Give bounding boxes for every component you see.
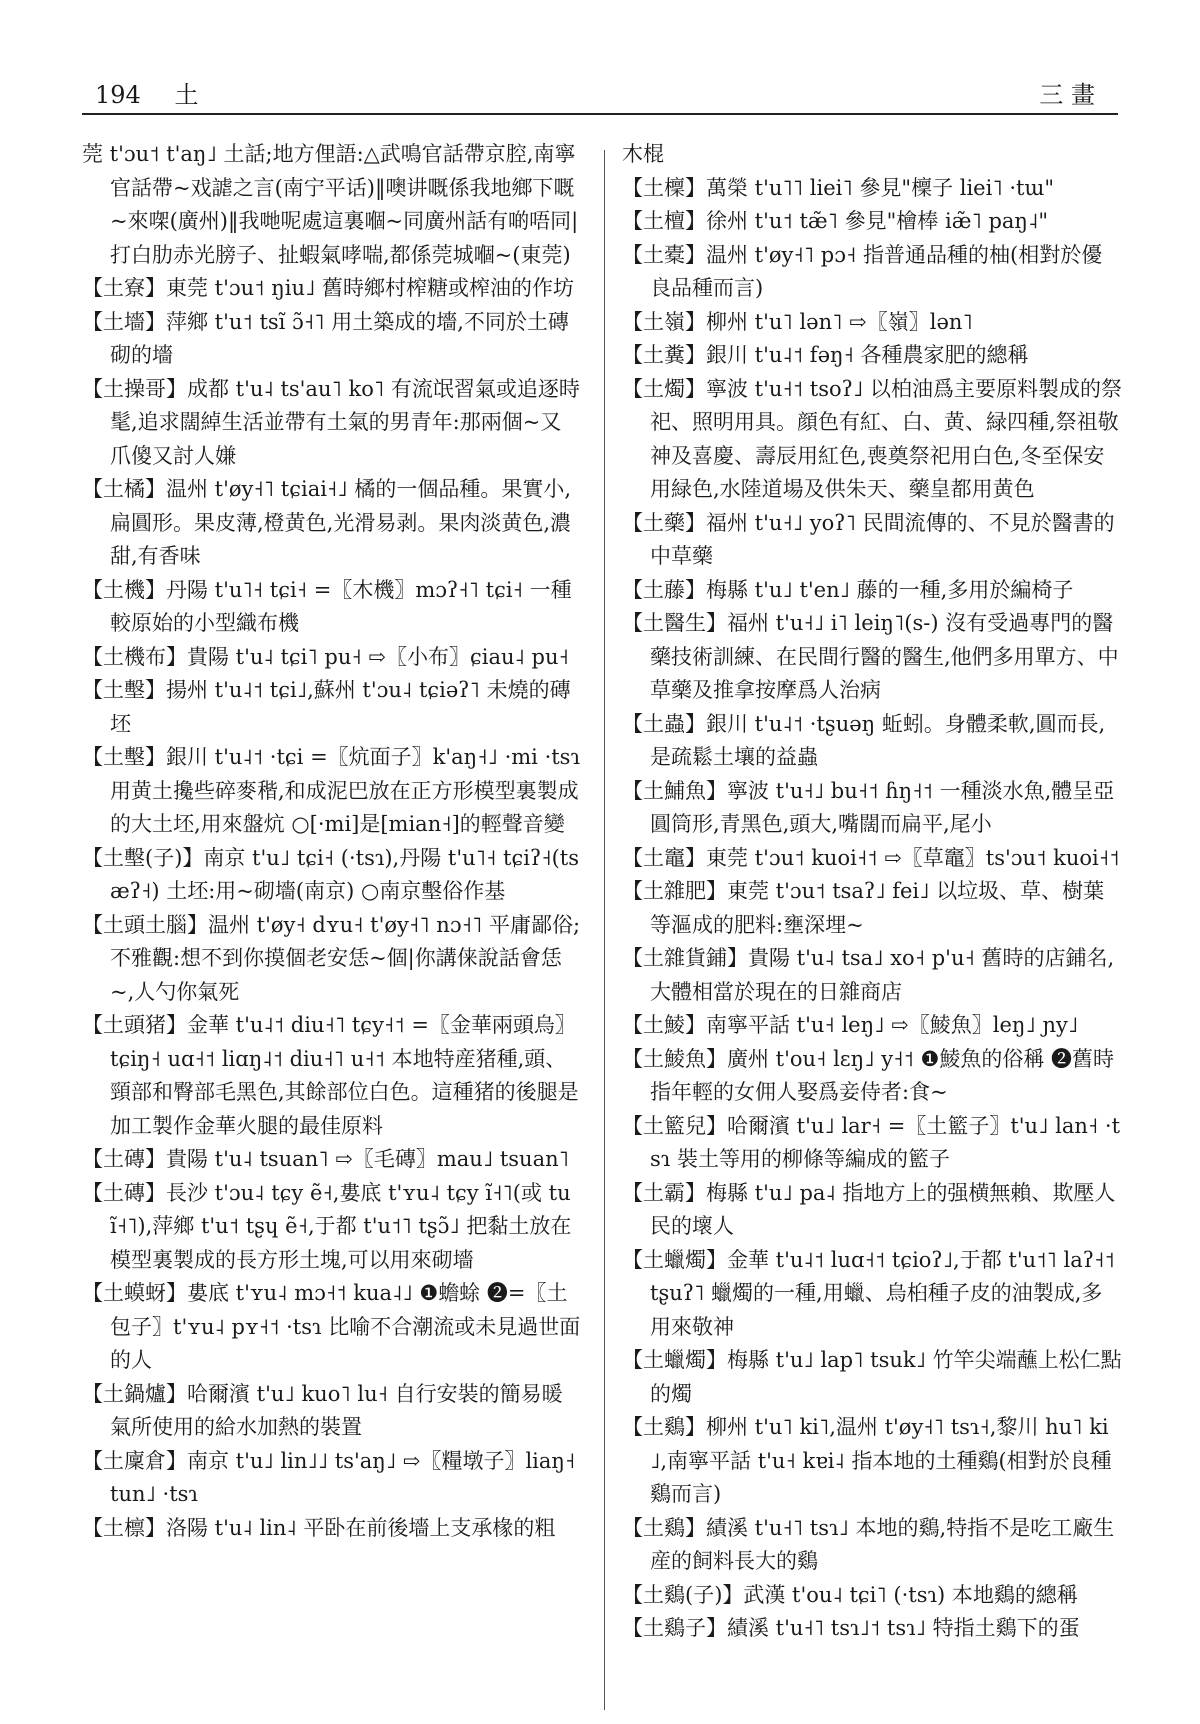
strokes-label: 三 畫 [1039,81,1095,109]
page-header [95,70,1095,110]
dictionary-entry: 【土鯆魚】寧波 t'u˧˩ bu˧˦ ɦŋ˧˦ 一種淡水魚,體呈亞圓筒形,青黑色,頭大,嘴闊而扁平,尾小 [622,778,1115,836]
dictionary-entry: 【土雜貨鋪】貴陽 t'u˨ tsa˩ xo˧ p'u˧ 舊時的店鋪名,大體相當於現在的日雜商店 [622,946,1115,1004]
dictionary-entry: 【土墼】揚州 t'u˨˦ tɕi˩,蘇州 t'ɔu˨ tɕiəʔ˥ 未燒的磚坯 [82,678,571,736]
dictionary-entry: 【土籃兒】哈爾濱 t'u˩ lar˧ =〖土籃子〗t'u˩ lan˧ ·tsɿ 裝土等用的柳條等編成的籃子 [622,1113,1121,1171]
dictionary-entry: 【土磚】長沙 t'ɔu˨ tɕy ẽ˧,婁底 t'ʏu˨ tɕy ĩ˧˥(或 tu ĩ˧˥),萍鄉 t'u˦ tʂɥ ẽ˧,于都 t'u˦˥ tʂɔ̃˩ 把黏土放在模型裏製成的長方形土塊,可以用來砌墻 [82,1180,572,1272]
dictionary-entry: 【土橐】温州 t'øy˧˥ pɔ˧ 指普通品種的柚(相對於優良品種而言) [622,242,1103,300]
dictionary-entry: 【土蟆蚜】婁底 t'ʏu˨ mɔ˧˦ kua˨˩ ❶蟾蜍 ❷=〖土包子〗t'ʏu˨ pʏ˧˦ ·tsɿ 比喻不合潮流或未見過世面的人 [82,1281,581,1372]
dictionary-entry: 【土頭猪】金華 t'u˨˦ diu˧˥ tɕy˧˦ =〖金華兩頭烏〗tɕiŋ˧ uɑ˧˦ liɑŋ˨˦ diu˧˥ u˧˦ 本地特産猪種,頭、頸部和臀部毛黑色,其餘部位白色。這種猪的後腿是加工製作金華火腿的最佳原料 [82,1013,579,1138]
dictionary-entry: 【土鷄】柳州 t'u˥ ki˥,温州 t'øy˧˥ tsɿ˧,黎川 hu˥ ki˩,南寧平話 t'u˧ kɐi˨ 指本地的土種鷄(相對於良種鷄而言) [622,1415,1112,1506]
dictionary-entry: 【土頭土腦】温州 t'øy˧ dʏu˧ t'øy˧˥ nɔ˧˥ 平庸鄙俗;不雅觀:想不到你摸個老安恁~個|你講俫說話會恁~,人勺你氣死 [82,912,581,1004]
dictionary-entry: 【土霸】梅縣 t'u˩ pa˨ 指地方上的强横無賴、欺壓人民的壞人 [622,1180,1116,1238]
page-number: 194 [95,81,141,109]
dictionary-entry: 【土墼(子)】南京 t'u˩ tɕi˧ (·tsɿ),丹陽 t'u˥˧ tɕiʔ˧(tsæʔ˧) 土坯:用~砌墻(南京) ○南京墼俗作基 [82,845,579,903]
dictionary-entry: 【土竈】東莞 t'ɔu˦ kuoi˧˦ ⇨〖草竈〗ts'ɔu˦ kuoi˧˦ [622,845,1120,870]
radical-label: 土 [174,81,199,109]
left-column [82,138,582,1545]
dictionary-entry: 【土醫生】福州 t'u˧˩ i˥ leiŋ˥(s-) 沒有受過專門的醫藥技術訓練、在民間行醫的醫生,他們多用單方、中草藥及推拿按摩爲人治病 [622,611,1119,702]
dictionary-entry: 【土廩倉】南京 t'u˩ lin˩˩ ts'aŋ˩ ⇨〖糧墩子〗liaŋ˧ tun˩ ·tsɿ [82,1448,576,1506]
dictionary-entry: 【土操哥】成都 t'u˨ ts'au˥ ko˥ 有流氓習氣或追逐時髦,追求闊綽生活並帶有土氣的男青年:那兩個~又爪傻又討人嫌 [82,376,580,468]
header-rule [82,113,1118,115]
dictionary-entry: 【土鷄】績溪 t'u˧˥ tsɿ˩ 本地的鷄,特指不是吃工廠生産的飼料長大的鷄 [622,1515,1115,1573]
dictionary-entry: 【土機】丹陽 t'u˥˧ tɕi˧ =〖木機〗mɔʔ˧˥ tɕi˧ 一種較原始的小型織布機 [82,577,572,635]
dictionary-entry: 【土機布】貴陽 t'u˨ tɕi˥ pu˧ ⇨〖小布〗ɕiau˨ pu˧ [82,644,569,669]
header-right [1013,75,1095,110]
dictionary-entry: 【土蠟燭】梅縣 t'u˩ lap˥ tsuk˩ 竹竿尖端蘸上松仁點的燭 [622,1348,1122,1406]
dictionary-entry: 木棍 [622,142,664,166]
dictionary-entry: 【土蠟燭】金華 t'u˨˦ luɑ˧˦ tɕioʔ˩,于都 t'u˦˥ laʔ˧˦ tʂuʔ˥ 蠟燭的一種,用蠟、烏桕種子皮的油製成,多用來敬神 [622,1247,1115,1339]
dictionary-entry: 【土蟲】銀川 t'u˨˦ ·tʂuəŋ 蚯蚓。身體柔軟,圓而長,是疏鬆土壤的益蟲 [622,711,1106,769]
dictionary-entry: 【土寮】東莞 t'ɔu˦ ŋiu˩ 舊時鄉村榨糖或榨油的作坊 [82,276,575,300]
dictionary-entry: 【土鷄(子)】武漢 t'ou˨ tɕi˥ (·tsɿ) 本地鷄的總稱 [622,1582,1078,1607]
dictionary-entry: 【土檩】洛陽 t'u˨ lin˨ 平卧在前後墻上支承椽的粗 [82,1515,556,1540]
dictionary-entry: 【土鍋爐】哈爾濱 t'u˩ kuo˥ lu˧ 自行安裝的簡易暖氣所使用的給水加熱的裝置 [82,1381,563,1439]
dictionary-entry: 【土藥】福州 t'u˧˩ yoʔ˥ 民間流傳的、不見於醫書的中草藥 [622,510,1115,568]
dictionary-entry: 【土墻】萍鄉 t'u˦ tsĩ ɔ̃˧˥ 用土築成的墻,不同於土磚砌的墻 [82,309,569,367]
header-left [95,75,224,110]
dictionary-entry: 【土磚】貴陽 t'u˨ tsuan˥ ⇨〖毛磚〗mau˩ tsuan˥ [82,1147,569,1171]
dictionary-entry: 【土鯪魚】廣州 t'ou˧ lɛŋ˩ y˧˦ ❶鯪魚的俗稱 ❷舊時指年輕的女佣人娶爲妾侍者:食~ [622,1046,1114,1104]
dictionary-entry: 【土墼】銀川 t'u˨˦ ·tɕi =〖炕面子〗k'aŋ˧˩ ·mi ·tsɿ 用黄土攙些碎麥稭,和成泥巴放在正方形模型裏製成的大土坯,用來盤炕 ○[·mi]是[mian˧]的輕聲音變 [82,745,580,836]
dictionary-entry: 【土鷄子】績溪 t'u˧˥ tsɿ˩˦ tsɿ˩ 特指土鷄下的蛋 [622,1616,1080,1640]
dictionary-entry: 【土橘】温州 t'øy˧˥ tɕiai˧˩ 橘的一個品種。果實小,扁圓形。果皮薄,橙黄色,光滑易剥。果肉淡黄色,濃甜,有香味 [82,477,572,568]
dictionary-entry: 【土燭】寧波 t'u˧˦ tsoʔ˩ 以柏油爲主要原料製成的祭祀、照明用具。顔色有紅、白、黄、緑四種,祭祖敬神及喜慶、壽辰用紅色,喪奠祭祀用白色,冬至保安用緑色,水陸道場及供朱天、藥皇都用黄色 [622,376,1122,501]
dictionary-entry: 莞 t'ɔu˦ t'aŋ˩ 土話;地方俚語:△武鳴官話帶京腔,南寧官話帶~戏謔之言(南宁平话)‖噢讲嘅係我地鄉下嘅~來㗎(廣州)‖我哋呢處這裏嗰~同廣州話有啲唔同|打白肋赤光膀子、扯蝦氣哮喘,都係莞城嗰~(東莞) [82,142,579,267]
dictionary-entry: 【土鯪】南寧平話 t'u˧ leŋ˩ ⇨〖鯪魚〗leŋ˩ ɲy˩ [622,1013,1079,1037]
dictionary-entry: 【土藤】梅縣 t'u˩ t'en˩ 藤的一種,多用於編椅子 [622,577,1074,602]
dictionary-entry: 【土嶺】柳州 t'u˥ lən˥ ⇨〖嶺〗lən˥ [622,309,973,334]
column-divider [604,150,605,1710]
dictionary-entry: 【土檀】徐州 t'u˦ tæ̃˥ 參見"檜棒 iæ̃˥ paŋ˨" [622,209,1048,233]
dictionary-entry: 【土檁】萬榮 t'u˥˥ liei˥ 參見"檁子 liei˥ ·tɯ" [622,175,1055,200]
dictionary-entry: 【土糞】銀川 t'u˨˦ fəŋ˧ 各種農家肥的總稱 [622,343,1029,367]
right-column [622,138,1122,1646]
dictionary-entry: 【土雜肥】東莞 t'ɔu˦ tsaʔ˩ fei˩ 以垃圾、草、樹葉等漚成的肥料:壅深埋~ [622,879,1105,937]
